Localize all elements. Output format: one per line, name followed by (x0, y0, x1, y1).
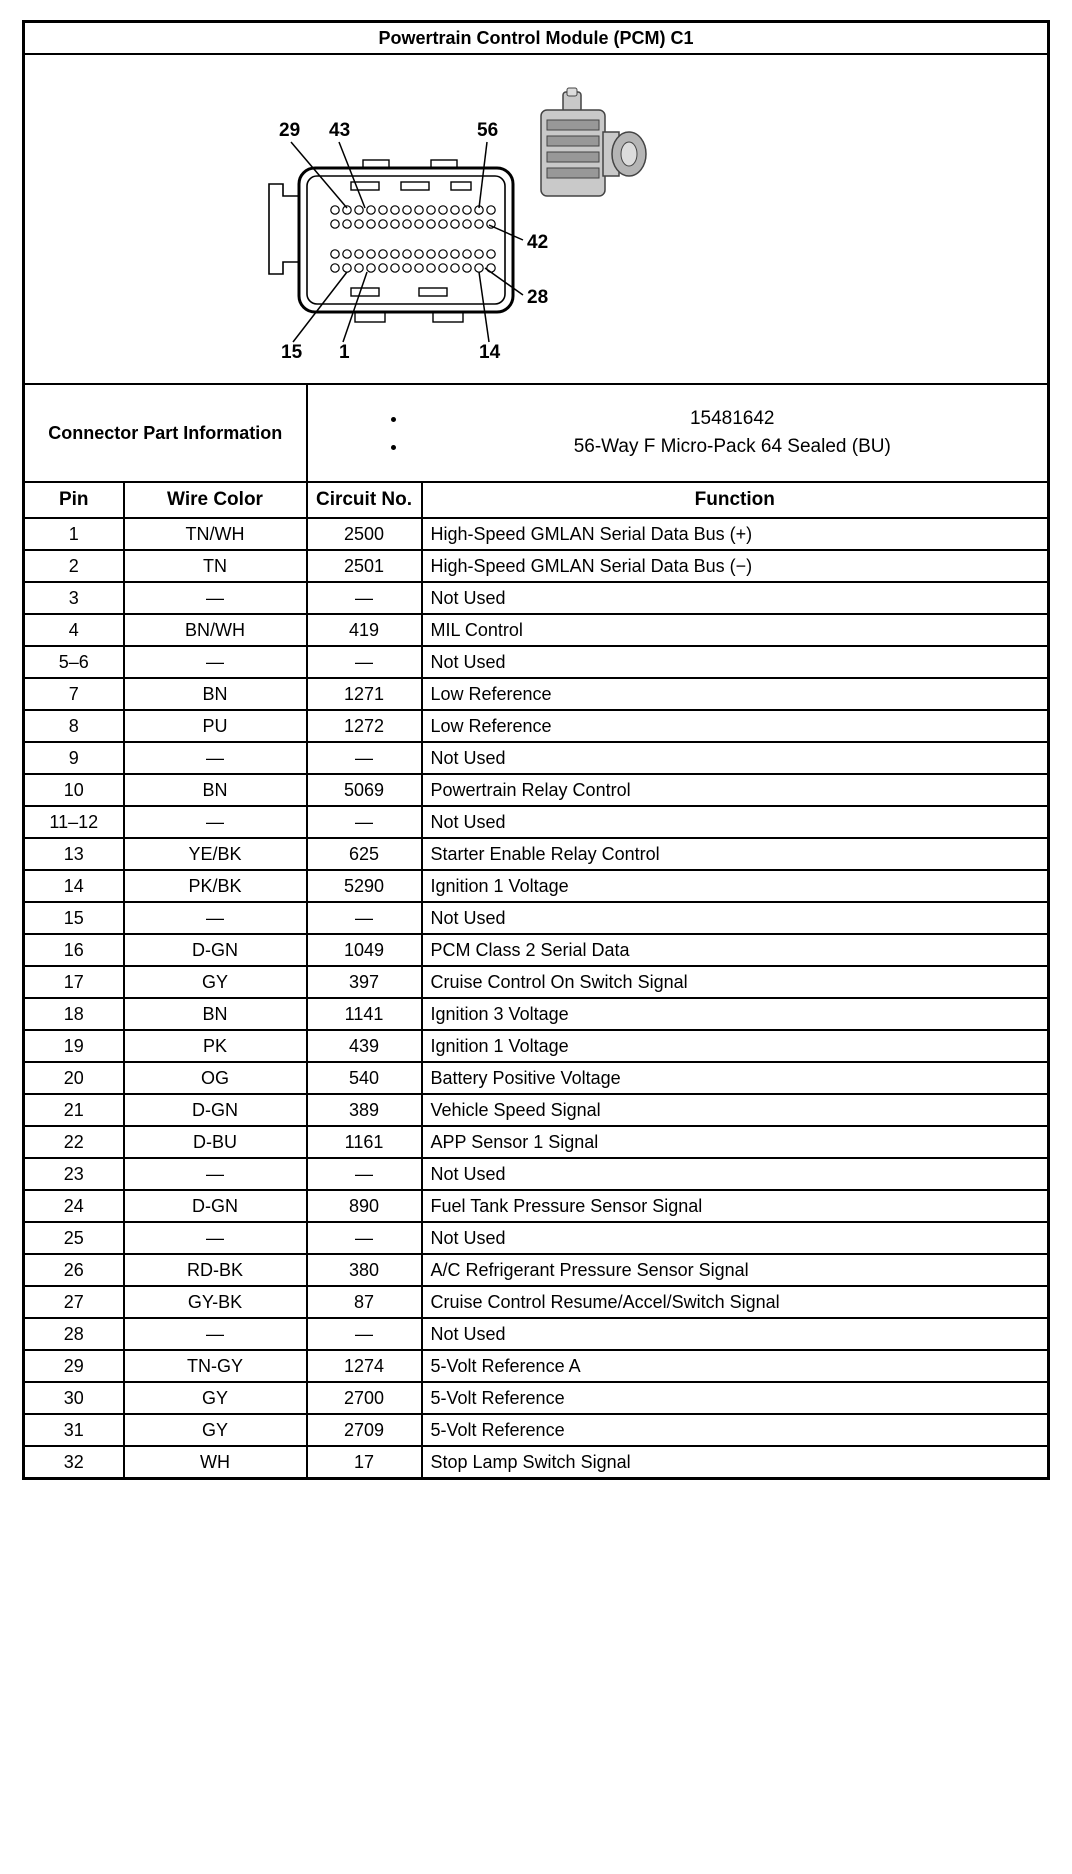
wire-color-cell: D-GN (124, 1094, 307, 1126)
circuit-no-cell: 2709 (307, 1414, 422, 1446)
wire-color-cell: — (124, 902, 307, 934)
pin-cavity (391, 250, 399, 258)
callout-line-28 (485, 268, 523, 295)
function-cell: 5-Volt Reference (422, 1382, 1049, 1414)
pin-cavity (415, 220, 423, 228)
pin-cavity (355, 206, 363, 214)
callout-line-43 (339, 142, 365, 208)
table-row (24, 838, 1049, 870)
pin-cavity (379, 250, 387, 258)
header-function: Function (422, 482, 1049, 518)
function-cell: Battery Positive Voltage (422, 1062, 1049, 1094)
table-row (24, 902, 1049, 934)
pin-cavity (475, 264, 483, 272)
wire-color-cell: — (124, 1318, 307, 1350)
table-row (24, 1350, 1049, 1382)
function-cell: Not Used (422, 582, 1049, 614)
part-info-row (24, 384, 1049, 482)
pin-cavity (343, 220, 351, 228)
function-cell: Not Used (422, 1222, 1049, 1254)
part-number: • 15481642 (408, 408, 1040, 430)
pin-cavity (403, 264, 411, 272)
pin-cell: 16 (24, 934, 124, 966)
table-row (24, 1094, 1049, 1126)
function-cell: Cruise Control Resume/Accel/Switch Signal (422, 1286, 1049, 1318)
table-row (24, 550, 1049, 582)
circuit-no-cell: — (307, 1318, 422, 1350)
table-row (24, 614, 1049, 646)
table-row (24, 1254, 1049, 1286)
wire-color-cell: OG (124, 1062, 307, 1094)
circuit-no-cell: 380 (307, 1254, 422, 1286)
pin-cell: 3 (24, 582, 124, 614)
circuit-no-cell: 2700 (307, 1382, 422, 1414)
callout-label-43: 43 (329, 120, 351, 141)
pin-grid (331, 206, 495, 272)
callout-label-56: 56 (477, 120, 499, 141)
pin-cavity (439, 264, 447, 272)
callout-line-42 (489, 225, 523, 240)
pin-cavity (463, 264, 471, 272)
pin-cell: 19 (24, 1030, 124, 1062)
callout-label-15: 15 (281, 342, 303, 363)
wire-color-cell: — (124, 806, 307, 838)
pin-cavity (475, 220, 483, 228)
pin-cavity (355, 250, 363, 258)
table-row (24, 934, 1049, 966)
wire-color-cell: GY (124, 1382, 307, 1414)
pin-cell: 2 (24, 550, 124, 582)
pin-cavity (415, 264, 423, 272)
table-row (24, 518, 1049, 550)
circuit-no-cell: 1271 (307, 678, 422, 710)
pin-cavity (343, 264, 351, 272)
table-row (24, 1318, 1049, 1350)
circuit-no-cell: 1274 (307, 1350, 422, 1382)
function-cell: Fuel Tank Pressure Sensor Signal (422, 1190, 1049, 1222)
pin-cavity (427, 264, 435, 272)
circuit-no-cell: 1141 (307, 998, 422, 1030)
circuit-no-cell: 1272 (307, 710, 422, 742)
table-row (24, 966, 1049, 998)
table-row (24, 806, 1049, 838)
circuit-no-cell: 2500 (307, 518, 422, 550)
pin-cavity (487, 206, 495, 214)
table-row (24, 1414, 1049, 1446)
circuit-no-cell: — (307, 582, 422, 614)
pin-cavity (403, 250, 411, 258)
pin-cavity (379, 206, 387, 214)
pin-cell: 23 (24, 1158, 124, 1190)
pin-cell: 13 (24, 838, 124, 870)
pin-cavity (391, 220, 399, 228)
pin-cavity (415, 250, 423, 258)
page-title: Powertrain Control Module (PCM) C1 (24, 22, 1049, 55)
function-cell: Not Used (422, 1158, 1049, 1190)
pin-cell: 30 (24, 1382, 124, 1414)
circuit-no-cell: 439 (307, 1030, 422, 1062)
pcm-connector-document (22, 20, 1050, 1480)
table-row (24, 1286, 1049, 1318)
photo-ring-bore (621, 142, 637, 166)
wire-color-cell: BN (124, 774, 307, 806)
function-cell: APP Sensor 1 Signal (422, 1126, 1049, 1158)
pin-cavity (367, 220, 375, 228)
table-row (24, 1190, 1049, 1222)
pin-cavity (367, 250, 375, 258)
pin-cell: 29 (24, 1350, 124, 1382)
connector-mount-ear (269, 184, 299, 274)
wire-color-cell: — (124, 646, 307, 678)
wire-color-cell: GY-BK (124, 1286, 307, 1318)
part-info-values (307, 384, 1049, 482)
circuit-no-cell: 2501 (307, 550, 422, 582)
pin-cavity (331, 264, 339, 272)
pin-cavity (463, 220, 471, 228)
pin-cell: 9 (24, 742, 124, 774)
function-cell: Not Used (422, 806, 1049, 838)
table-row (24, 998, 1049, 1030)
wire-color-cell: YE/BK (124, 838, 307, 870)
wire-color-cell: BN/WH (124, 614, 307, 646)
table-header-row (24, 482, 1049, 518)
wire-color-cell: TN-GY (124, 1350, 307, 1382)
pin-cavity (403, 220, 411, 228)
pin-cavity (463, 250, 471, 258)
pin-cavity (379, 264, 387, 272)
pin-cell: 17 (24, 966, 124, 998)
pin-cavity (391, 264, 399, 272)
connector-line-drawing (269, 160, 513, 322)
pin-cavity (427, 206, 435, 214)
pin-cavity (355, 264, 363, 272)
pin-cavity (427, 220, 435, 228)
pin-cell: 11–12 (24, 806, 124, 838)
table-row (24, 870, 1049, 902)
table-row (24, 710, 1049, 742)
header-wire-color: Wire Color (124, 482, 307, 518)
function-cell: A/C Refrigerant Pressure Sensor Signal (422, 1254, 1049, 1286)
circuit-no-cell: — (307, 646, 422, 678)
wire-color-cell: BN (124, 678, 307, 710)
circuit-no-cell: 540 (307, 1062, 422, 1094)
table-row (24, 774, 1049, 806)
connector-photo (541, 88, 646, 196)
circuit-no-cell: — (307, 742, 422, 774)
pin-cavity (343, 250, 351, 258)
wire-color-cell: BN (124, 998, 307, 1030)
function-cell: Low Reference (422, 710, 1049, 742)
callout-label-14: 14 (479, 342, 501, 363)
circuit-no-cell: 5069 (307, 774, 422, 806)
header-pin: Pin (24, 482, 124, 518)
keyway-slot (419, 288, 447, 296)
circuit-no-cell: — (307, 902, 422, 934)
circuit-no-cell: 87 (307, 1286, 422, 1318)
title-row (24, 22, 1049, 55)
pin-cavity (355, 220, 363, 228)
circuit-no-cell: 389 (307, 1094, 422, 1126)
pin-cell: 32 (24, 1446, 124, 1479)
table-row (24, 1126, 1049, 1158)
wire-color-cell: D-GN (124, 934, 307, 966)
table-row (24, 1222, 1049, 1254)
table-row (24, 1382, 1049, 1414)
wire-color-cell: TN/WH (124, 518, 307, 550)
pin-cavity (451, 206, 459, 214)
pin-cell: 1 (24, 518, 124, 550)
pin-cell: 22 (24, 1126, 124, 1158)
function-cell: Not Used (422, 742, 1049, 774)
pin-cavity (487, 250, 495, 258)
circuit-no-cell: — (307, 806, 422, 838)
wire-color-cell: WH (124, 1446, 307, 1479)
callout-label-28: 28 (527, 287, 549, 308)
photo-slat (547, 152, 599, 162)
function-cell: Starter Enable Relay Control (422, 838, 1049, 870)
function-cell: Powertrain Relay Control (422, 774, 1049, 806)
connector-type: • 56-Way F Micro-Pack 64 Sealed (BU) (408, 436, 1040, 458)
callout-label-42: 42 (527, 232, 549, 253)
wire-color-cell: TN (124, 550, 307, 582)
table-row (24, 678, 1049, 710)
callout-label-29: 29 (279, 120, 301, 141)
function-cell: Vehicle Speed Signal (422, 1094, 1049, 1126)
header-circuit-no: Circuit No. (307, 482, 422, 518)
function-cell: Low Reference (422, 678, 1049, 710)
function-cell: High-Speed GMLAN Serial Data Bus (+) (422, 518, 1049, 550)
table-row (24, 1158, 1049, 1190)
function-cell: Not Used (422, 1318, 1049, 1350)
part-info-label: Connector Part Information (24, 384, 307, 482)
keyway-slot (351, 288, 379, 296)
pin-cavity (331, 250, 339, 258)
function-cell: High-Speed GMLAN Serial Data Bus (−) (422, 550, 1049, 582)
pin-cell: 24 (24, 1190, 124, 1222)
function-cell: PCM Class 2 Serial Data (422, 934, 1049, 966)
pin-cell: 10 (24, 774, 124, 806)
pin-cell: 21 (24, 1094, 124, 1126)
callout-line-1 (343, 272, 367, 342)
keyway-slot (401, 182, 429, 190)
pin-cell: 4 (24, 614, 124, 646)
wire-color-cell: PU (124, 710, 307, 742)
circuit-no-cell: 5290 (307, 870, 422, 902)
pin-cavity (391, 206, 399, 214)
connector-diagram (33, 58, 1057, 380)
pin-cavity (331, 220, 339, 228)
callout-line-15 (293, 272, 347, 342)
pin-cell: 5–6 (24, 646, 124, 678)
pin-cavity (415, 206, 423, 214)
circuit-no-cell: — (307, 1222, 422, 1254)
function-cell: Not Used (422, 646, 1049, 678)
wire-color-cell: D-BU (124, 1126, 307, 1158)
circuit-no-cell: 419 (307, 614, 422, 646)
function-cell: Ignition 1 Voltage (422, 1030, 1049, 1062)
pinout-table-body (24, 518, 1049, 1479)
wire-color-cell: RD-BK (124, 1254, 307, 1286)
callout-line-14 (479, 272, 489, 342)
photo-slat (547, 168, 599, 178)
wire-color-cell: GY (124, 966, 307, 998)
wire-color-cell: PK (124, 1030, 307, 1062)
photo-slat (547, 136, 599, 146)
circuit-no-cell: 397 (307, 966, 422, 998)
callout-line-56 (479, 142, 487, 208)
pin-cell: 7 (24, 678, 124, 710)
pin-cavity (439, 250, 447, 258)
pin-cavity (475, 250, 483, 258)
pin-cavity (427, 250, 435, 258)
pin-cavity (451, 250, 459, 258)
wire-color-cell: — (124, 582, 307, 614)
pin-cell: 15 (24, 902, 124, 934)
photo-top-clip (567, 88, 577, 96)
circuit-no-cell: 17 (307, 1446, 422, 1479)
callout-label-1: 1 (339, 342, 350, 363)
table-row (24, 646, 1049, 678)
wire-color-cell: PK/BK (124, 870, 307, 902)
table-row (24, 582, 1049, 614)
pin-cell: 26 (24, 1254, 124, 1286)
pin-cell: 25 (24, 1222, 124, 1254)
circuit-no-cell: 625 (307, 838, 422, 870)
circuit-no-cell: 890 (307, 1190, 422, 1222)
pin-cavity (463, 206, 471, 214)
circuit-no-cell: 1161 (307, 1126, 422, 1158)
function-cell: Stop Lamp Switch Signal (422, 1446, 1049, 1479)
keyway-slot (451, 182, 471, 190)
function-cell: Ignition 1 Voltage (422, 870, 1049, 902)
pin-cavity (439, 220, 447, 228)
pin-cavity (451, 264, 459, 272)
pin-cell: 31 (24, 1414, 124, 1446)
wire-color-cell: GY (124, 1414, 307, 1446)
callouts (279, 120, 548, 363)
photo-slat (547, 120, 599, 130)
connector-diagram-cell (24, 54, 1049, 384)
circuit-no-cell: 1049 (307, 934, 422, 966)
pin-cavity (331, 206, 339, 214)
pin-cavity (439, 206, 447, 214)
wire-color-cell: — (124, 742, 307, 774)
table-row (24, 1030, 1049, 1062)
pin-cell: 28 (24, 1318, 124, 1350)
pin-cell: 27 (24, 1286, 124, 1318)
circuit-no-cell: — (307, 1158, 422, 1190)
part-info-list (316, 408, 1040, 458)
pin-cell: 18 (24, 998, 124, 1030)
diagram-row (24, 54, 1049, 384)
table-row (24, 742, 1049, 774)
function-cell: 5-Volt Reference (422, 1414, 1049, 1446)
table-row (24, 1062, 1049, 1094)
function-cell: 5-Volt Reference A (422, 1350, 1049, 1382)
pin-cell: 20 (24, 1062, 124, 1094)
function-cell: Ignition 3 Voltage (422, 998, 1049, 1030)
pin-cavity (367, 206, 375, 214)
pin-cavity (451, 220, 459, 228)
table-row (24, 1446, 1049, 1479)
pin-cavity (403, 206, 411, 214)
function-cell: MIL Control (422, 614, 1049, 646)
wire-color-cell: D-GN (124, 1190, 307, 1222)
function-cell: Not Used (422, 902, 1049, 934)
pin-cavity (367, 264, 375, 272)
pin-cavity (379, 220, 387, 228)
wire-color-cell: — (124, 1222, 307, 1254)
pin-cell: 14 (24, 870, 124, 902)
pin-cell: 8 (24, 710, 124, 742)
function-cell: Cruise Control On Switch Signal (422, 966, 1049, 998)
wire-color-cell: — (124, 1158, 307, 1190)
